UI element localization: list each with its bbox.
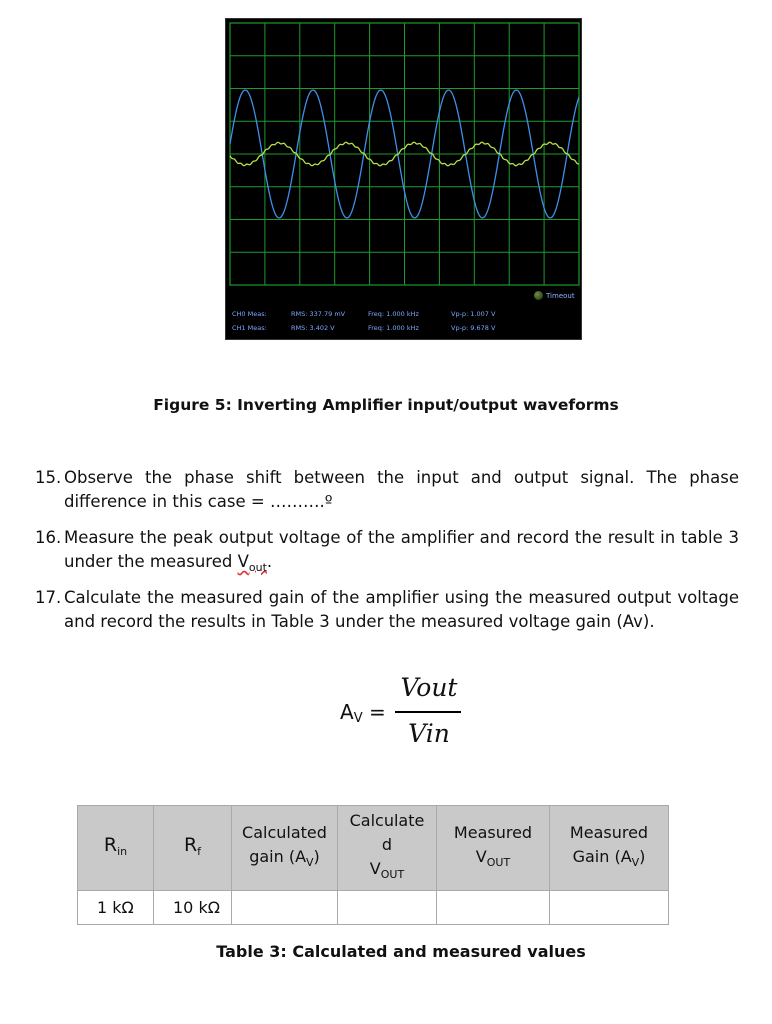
cell-rf: 10 kΩ <box>154 891 232 925</box>
ch1-vpp: Vp-p: 9.678 V <box>451 324 496 332</box>
step-text <box>64 526 739 580</box>
formula-lhs-symbol: A <box>340 700 354 724</box>
step-text: Calculate the measured gain of the amplifier using the measured output voltage and record the results in Table 3 under the measured voltage gain (Av). <box>64 588 739 631</box>
step-17 <box>35 586 739 634</box>
timeout-led-icon <box>534 291 543 300</box>
ch1-meas-label: CH1 Meas: <box>232 324 267 332</box>
formula-equals: = <box>362 700 386 724</box>
timeout-indicator <box>534 291 575 300</box>
formula-lhs <box>340 700 386 726</box>
gain-formula <box>340 673 480 755</box>
header-rin: $R_{in}$ <box>78 806 154 891</box>
step-text: Observe the phase shift between the input and output signal. The phase difference in this case = ……….º <box>64 468 739 511</box>
cell-calculated-vout <box>338 891 437 925</box>
header-rf: $R_f$ <box>154 806 232 891</box>
step-text-body: Measure the peak output voltage of the amplifier and record the result in table 3 under the measured <box>64 528 739 571</box>
step-number: 17. <box>35 588 62 607</box>
formula-denominator: Vin <box>408 719 450 748</box>
header-measured-gain: Measured Gain $(A_V)$ <box>550 806 669 891</box>
step-number: 16. <box>35 528 62 547</box>
vout-subscript: out <box>248 561 267 574</box>
step-16 <box>35 526 739 580</box>
ch1-freq: Freq: 1.000 kHz <box>368 324 419 332</box>
cell-calculated-gain <box>232 891 338 925</box>
results-table <box>77 805 669 925</box>
step-15 <box>35 466 739 514</box>
oscilloscope-screen <box>226 19 583 341</box>
ch0-freq: Freq: 1.000 kHz <box>368 310 419 318</box>
formula-numerator: Vout <box>400 673 458 702</box>
figure-caption: Figure 5: Inverting Amplifier input/output waveforms <box>153 396 619 414</box>
table-header-row <box>78 806 669 891</box>
ch1-rms: RMS: 3.402 V <box>291 324 335 332</box>
oscilloscope-figure <box>225 18 582 340</box>
cell-measured-gain <box>550 891 669 925</box>
table-row <box>78 891 669 925</box>
timeout-label: Timeout <box>546 291 575 300</box>
table-caption: Table 3: Calculated and measured values <box>216 942 586 961</box>
ch0-meas-label: CH0 Meas: <box>232 310 267 318</box>
vout-symbol: V <box>237 552 249 571</box>
step-text-end: . <box>266 552 273 571</box>
header-calculated-vout: Calculate d $V_{OUT}$ <box>338 806 437 891</box>
step-number: 15. <box>35 468 62 487</box>
ch0-vpp: Vp-p: 1.007 V <box>451 310 496 318</box>
vout-variable <box>237 552 267 574</box>
header-calculated-gain: Calculated gain $(A_V)$ <box>232 806 338 891</box>
cell-measured-vout <box>437 891 550 925</box>
fraction-bar <box>395 711 461 713</box>
cell-rin: 1 kΩ <box>78 891 154 925</box>
ch0-rms: RMS: 337.79 mV <box>291 310 346 318</box>
header-measured-vout: Measured $V_{OUT}$ <box>437 806 550 891</box>
formula-lhs-subscript: V <box>353 711 363 726</box>
